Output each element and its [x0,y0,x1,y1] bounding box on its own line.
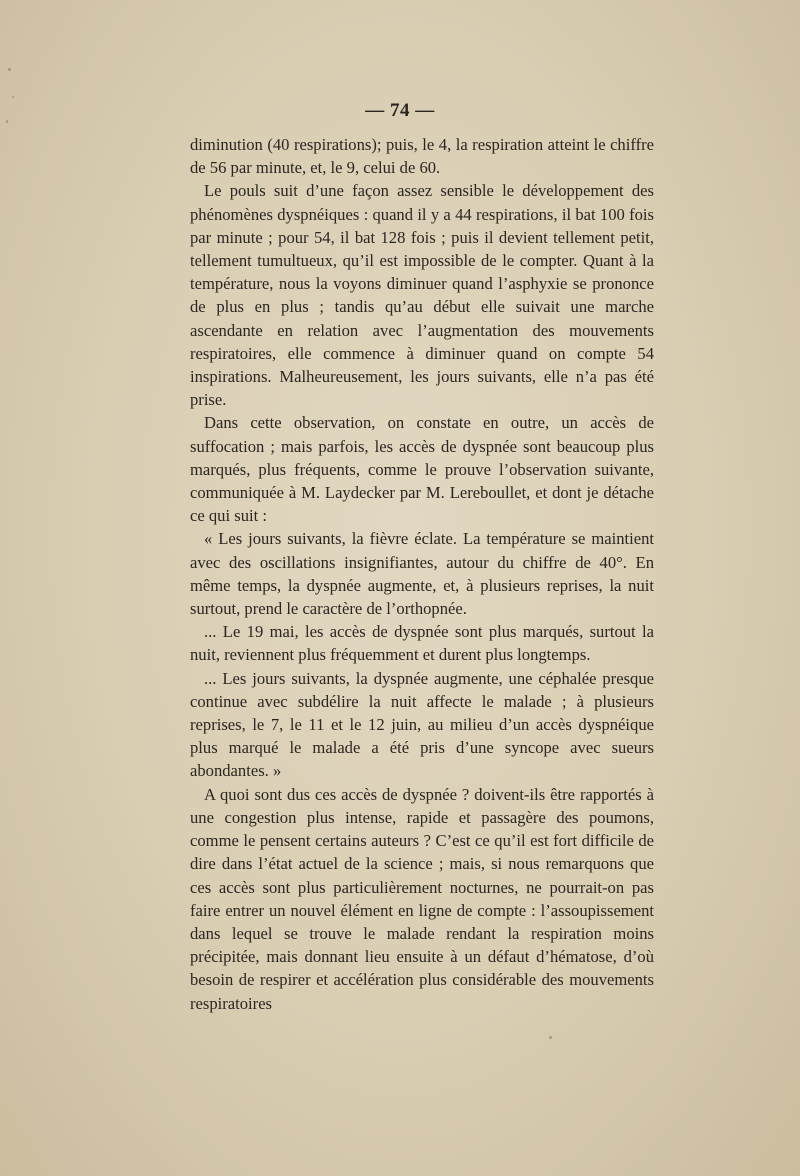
ink-speck [8,68,11,71]
paragraph-3: Dans cette observation, on constate en outre, un accès de suffocation ; mais parfois, les accès de dyspnée sont beaucoup plus marqués, plus fréquents, comme le prouve l’observation suivante, communiquée à M. Laydecker par M. Lereboullet, et dont je détache ce qui suit : [190,413,654,526]
paragraph-1: diminution (40 respirations); puis, le 4, la respiration atteint le chiffre de 56 par minute, et, le 9, celui de 60. [190,135,654,178]
paragraph-5-quote: ... Le 19 mai, les accès de dyspnée sont plus marqués, surtout la nuit, reviennent plus fréquemment et durent plus longtemps. [190,622,654,665]
paragraph-6-quote: ... Les jours suivants, la dyspnée augmente, une céphalée presque continue avec subdélire la nuit affecte le malade ; à plusieurs reprises, le 7, le 11 et le 12 juin, au milieu d’un accès dyspnéique plus marqué le malade a été pris d’une syncope avec sueurs abondantes. » [190,668,654,781]
ink-speck [549,1036,552,1039]
paragraph-4-quote: « Les jours suivants, la fièvre éclate. La température se maintient avec des oscillations insignifiantes, autour du chiffre de 40°. En même temps, la dyspnée augmente, et, à plusieurs reprises, la nuit surtout, prend le caractère de l’orthopnée. [190,529,654,619]
body-text [190,133,654,1015]
paragraph-7: A quoi sont dus ces accès de dyspnée ? doivent-ils être rapportés à une congestion plus intense, rapide et passagère des poumons, comme le pensent certains auteurs ? C’est ce qu’il est fort difficile de dire dans l’état actuel de la science ; mais, si nous remarquons que ces accès sont plus particulièrement nocturnes, ne pourrait-on pas faire entrer un nouvel élément en ligne de compte : l’assoupissement dans lequel se trouve le malade rendant la respiration moins précipitée, mais donnant lieu ensuite à un défaut d’hématose, d’où besoin de respirer et accélération plus considérable des mouvements respiratoires [190,784,654,1013]
paragraph-2: Le pouls suit d’une façon assez sensible le développement des phénomènes dyspnéiques : quand il y a 44 respirations, il bat 100 fois par minute ; pour 54, il bat 128 fois ; puis il devient tellement petit, tellement tumultueux, qu’il est impossible de le compter. Quant à la température, nous la voyons diminuer quand l’asphyxie se prononce de plus en plus ; tandis qu’au début elle suivait une marche ascendante en relation avec l’augmentation des mouvements respiratoires, elle commence à diminuer quand on compte 54 inspirations. Malheureusement, les jours suivants, elle n’a pas été prise. [190,181,654,410]
ink-speck [12,96,14,98]
page-number: — 74 — [365,100,435,121]
